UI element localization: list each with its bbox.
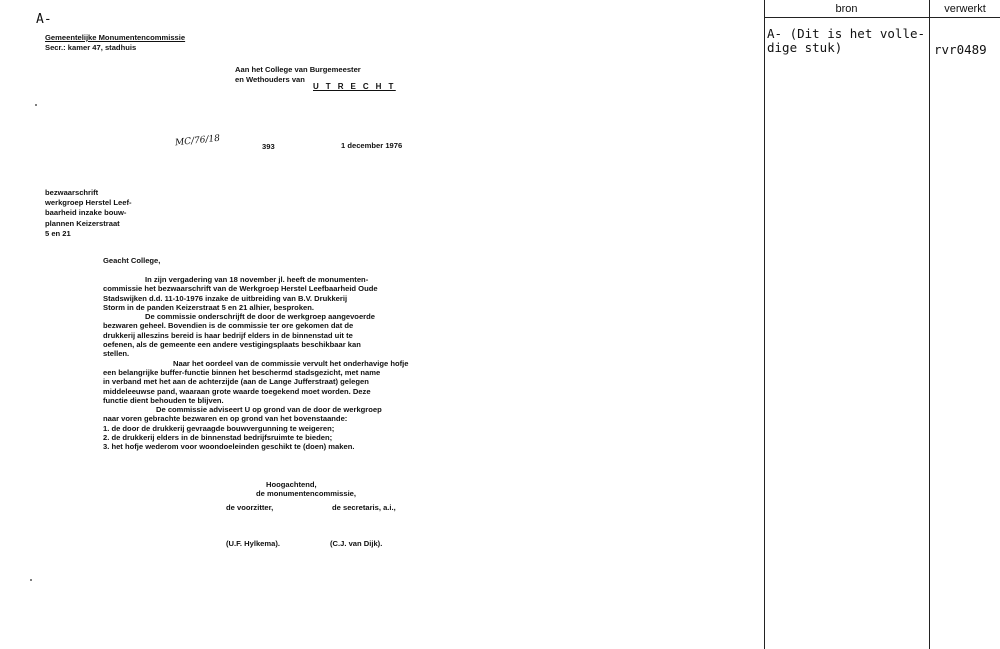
subject-block bbox=[45, 188, 132, 239]
salutation: Geacht College, bbox=[103, 256, 161, 265]
body-line: De commissie adviseert U op grond van de door de werkgroep bbox=[156, 405, 382, 415]
column-divider bbox=[929, 0, 930, 649]
subject-line: 5 en 21 bbox=[45, 228, 71, 238]
body-line: 2. de drukkerij elders in de binnenstad bedrijfsruimte te bieden; bbox=[103, 433, 333, 443]
subject-line: plannen Keizerstraat bbox=[45, 218, 120, 228]
body-line: drukkerij alleszins bereid is haar bedrijf elders in de binnenstad uit te bbox=[103, 330, 353, 340]
sender-address: Secr.: kamer 47, stadhuis bbox=[45, 42, 137, 52]
letter-body bbox=[103, 275, 408, 452]
body-line: Storm in de panden Keizerstraat 5 en 21 alhier, besproken. bbox=[103, 302, 315, 312]
verwerkt-code: rvr0489 bbox=[934, 42, 987, 57]
addressee-city: U T R E C H T bbox=[313, 82, 396, 91]
subject-line: werkgroep Herstel Leef- bbox=[45, 198, 132, 208]
body-line: bezwaren geheel. Bovendien is de commissie ter ore gekomen dat de bbox=[103, 321, 354, 331]
subject-line: bezwaarschrift bbox=[45, 188, 99, 197]
body-line: in verband met het aan de achterzijde (aan de Lange Jufferstraat) gelegen bbox=[103, 377, 369, 387]
chair-name: (U.F. Hylkema). bbox=[226, 539, 281, 548]
verwerkt-column-header: verwerkt bbox=[944, 3, 986, 15]
archive-margin-panel bbox=[764, 0, 1000, 649]
header-divider bbox=[764, 17, 1000, 18]
subject-line: baarheid inzake bouw- bbox=[45, 208, 127, 218]
signature-chair-title: de voorzitter, bbox=[226, 503, 274, 512]
closing-greeting: Hoogachtend, bbox=[266, 480, 317, 489]
body-line: commissie het bezwaarschrift van de Werkgroep Herstel Leefbaarheid Oude bbox=[103, 284, 378, 294]
body-line: Naar het oordeel van de commissie vervult het onderhavige hofje bbox=[173, 358, 409, 368]
body-line: middeleeuwse pand, waaraan grote waarde toegekend moet worden. Deze bbox=[103, 386, 371, 396]
body-line: een belangrijke buffer-functie binnen het beschermd stadsgezicht, met name bbox=[103, 367, 381, 377]
sender-org: Gemeentelijke Monumentencommissie bbox=[45, 33, 186, 42]
body-line: Stadswijken d.d. 11-10-1976 inzake de uitbreiding van B.V. Drukkerij bbox=[103, 293, 348, 303]
addressee-line2: en Wethouders van bbox=[235, 75, 305, 84]
bron-note-line: A- (Dit is het volle- bbox=[767, 26, 926, 41]
addressee-line1: Aan het College van Burgemeester bbox=[235, 65, 361, 74]
bron-note-line: dige stuk) bbox=[767, 40, 843, 55]
bron-note bbox=[767, 27, 925, 55]
body-line: 3. het hofje wederom voor woondoeleinden geschikt te (doen) maken. bbox=[103, 442, 355, 452]
body-line: In zijn vergadering van 18 november jl. heeft de monumenten- bbox=[145, 275, 369, 284]
body-line: De commissie onderschrijft de door de werkgroep aangevoerde bbox=[145, 312, 375, 322]
document-label: A- bbox=[36, 12, 52, 27]
body-line: oefenen, als de gemeente een andere vestigingsplaats beschikbaar kan bbox=[103, 340, 361, 350]
reference-number: 393 bbox=[262, 142, 275, 151]
signature-secretary-title: de secretaris, a.i., bbox=[332, 503, 396, 512]
body-line: 1. de door de drukkerij gevraagde bouwvergunning te weigeren; bbox=[103, 423, 335, 433]
sender-block bbox=[45, 33, 185, 52]
column-divider bbox=[764, 0, 765, 649]
body-line: stellen. bbox=[103, 349, 130, 359]
closing-committee: de monumentencommissie, bbox=[256, 489, 357, 498]
letter-date: 1 december 1976 bbox=[341, 141, 403, 150]
bron-column-header: bron bbox=[835, 3, 858, 15]
body-line: functie dient behouden te blijven. bbox=[103, 395, 224, 405]
handwritten-reference: MC/76/18 bbox=[174, 133, 221, 149]
scan-speck bbox=[35, 104, 37, 106]
scan-speck bbox=[30, 579, 32, 581]
secretary-name: (C.J. van Dijk). bbox=[330, 539, 383, 548]
body-line: naar voren gebrachte bezwaren en op grond van het bovenstaande: bbox=[103, 414, 348, 424]
